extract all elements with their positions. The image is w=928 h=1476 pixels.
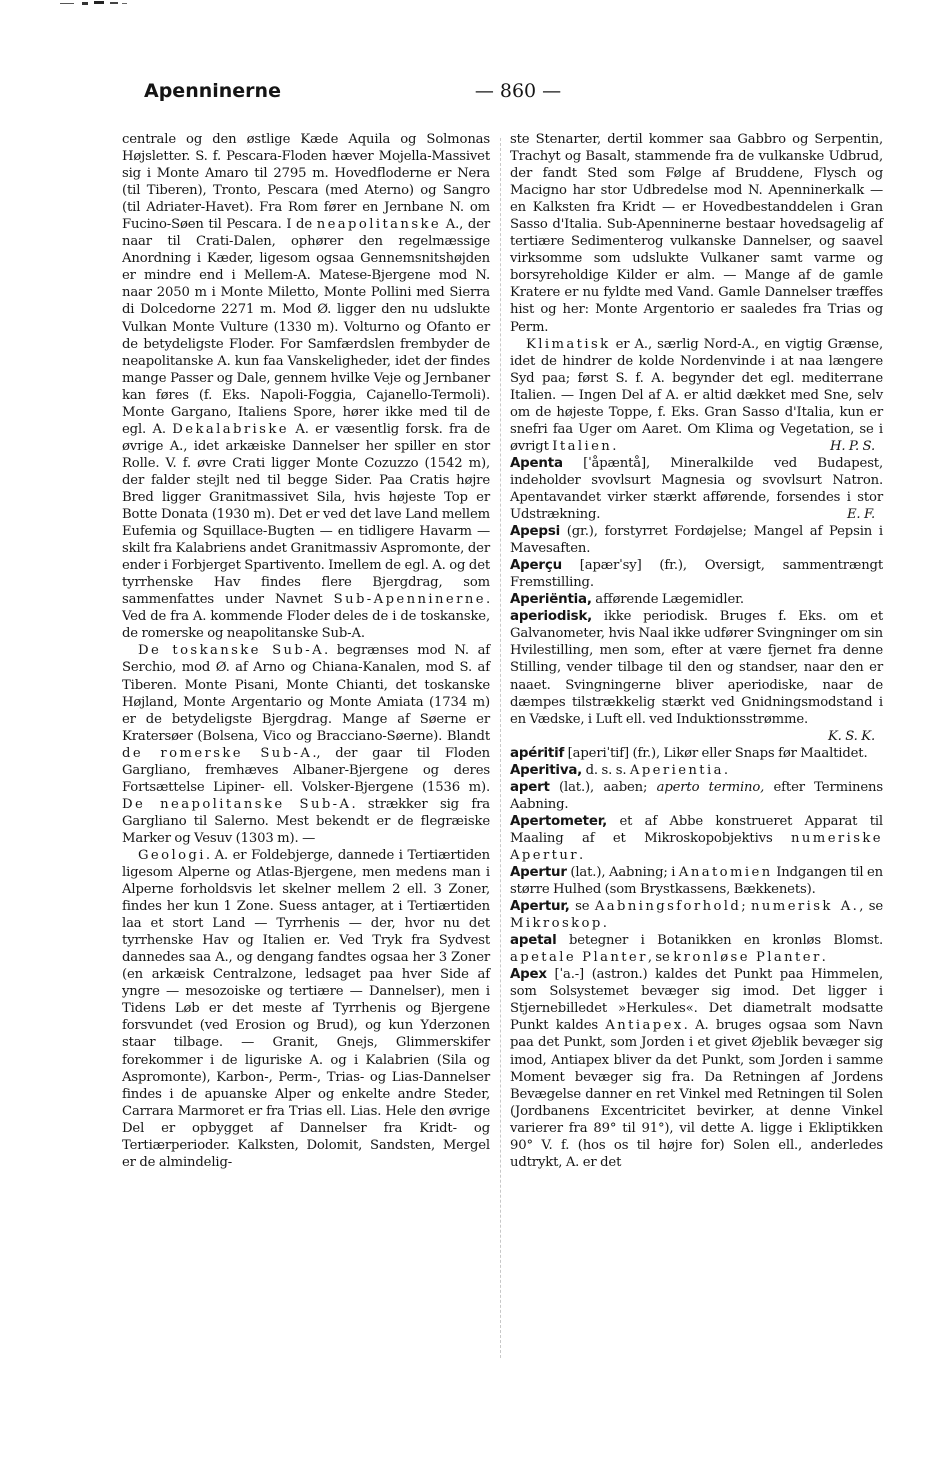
text-run: . Ved de fra A. kommende Floder deles de i de toskanske, de romerske og neapolitanske Sub-A. xyxy=(122,592,490,642)
paragraph-geology xyxy=(122,847,490,1171)
definition: [ˈåpæntå], Mineralkilde ved Budapest, indeholder svovlsurt Magnesia og svovlsurt Natron. Apentavandet virker stærkt afførende, forsendes i stor Udstrækning. xyxy=(510,455,883,523)
headword: Apertur xyxy=(510,865,567,881)
running-title: Apenninerne xyxy=(144,80,281,102)
definition: , se xyxy=(859,899,883,915)
cross-reference: Antiapex xyxy=(605,1018,684,1034)
spaced-term: Dekalabriske xyxy=(172,421,289,437)
spaced-term: Geologi xyxy=(138,847,206,863)
spaced-term: De toskanske Sub-A xyxy=(138,643,325,659)
headword: apert xyxy=(510,779,550,795)
cross-reference: numerisk A. xyxy=(751,899,860,915)
column-divider xyxy=(500,138,501,1358)
cross-reference: apetale Planter xyxy=(510,950,648,966)
author-signature: K. S. K. xyxy=(827,728,875,744)
entry-apepsi xyxy=(510,523,883,557)
paragraph-climate xyxy=(510,336,883,455)
headword: aperiodisk, xyxy=(510,609,593,625)
headword: apéritif xyxy=(510,745,565,761)
definition: ; xyxy=(741,899,751,915)
definition: (lat.), Aabning; i xyxy=(566,865,679,881)
definition: , se xyxy=(647,950,674,966)
cross-reference: Anatomien xyxy=(678,865,773,881)
entry-aperientia xyxy=(510,591,883,608)
definition: . A. bruges ogsaa som Navn paa det Punkt, som Jorden i et givet Øjeblik bevæger sig imod, Antiapex bliver da det Punkt, som Jorden i samme Moment bevæger sig fra. Da Retningen af Jordens Bevægelse danner en ret Vinkel med Retningen til Solen (Jordbanens Excentricitet bevirker, at denne Vinkel varierer fra 89° til 91°), vil dette A. ligge i Ekliptikken 90° V. f. (hos os til højre for) Solen ell., anderledes udtrykt, A. er det xyxy=(510,1018,883,1170)
cross-reference: Mikroskop xyxy=(510,916,603,932)
spaced-term: Klimatisk xyxy=(526,336,611,352)
text-run: . xyxy=(602,916,607,932)
definition: ikke periodisk. Bruges f. Eks. om et Galvanometer, hvis Naal ikke udfører Svingninger om sin Hvilestilling, men som, efter at være fjernet fra denne Stilling, vender tilbage til den og standser, naar den er naaet. Svingningerne bliver aperiodiske, naar de dæmpes tilstrækkelig stærkt ved Gnidningsmodstand i en Vædske, i Luft ell. ved Induktionsstrømme. xyxy=(510,609,883,727)
author-signature: E. F. xyxy=(846,507,875,523)
entry-apex xyxy=(510,966,883,1171)
entry-aperitif xyxy=(510,745,883,762)
text-run: A. er væsentlig forsk. fra de øvrige A., idet arkæiske Dannelser her spiller en stor Rolle. V. f. øvre Crati ligger Monte Cozuzzo (1542 m), der falder stejlt ned til begge Sider. Paa Cratis højre Bred ligger Granitmassivet Sila, hvis højeste Top er Botte Donata (1930 m). Det er ved det lave Land mellem Eufemia og Squillace-Bugten — en tidligere Havarm — skilt fra Kalabriens andet Granitmassiv Aspromonte, der ender i Forbjerget Spartivento. Imellem de egl. A. og det tyrrhenske Hav findes flere Bjergdrag, som sammenfattes under Navnet xyxy=(122,421,490,608)
page-number: — 860 — xyxy=(474,80,562,102)
paragraph-sub-apennines xyxy=(122,642,490,847)
entry-apertur-anatomy xyxy=(510,864,883,898)
text-run: . strækker sig fra Gargliano til Salerno. Mest bekendt er de flegræiske Marker og Vesuv (1303 m). — xyxy=(122,796,490,846)
definition: [aperiˈtif] (fr.), Likør eller Snaps før Maaltidet. xyxy=(564,745,868,761)
headword: apetal xyxy=(510,933,557,949)
right-column xyxy=(510,131,883,1171)
entry-apertur-optics xyxy=(510,898,883,932)
headword: Apepsi xyxy=(510,524,560,540)
author-signature: H. P. S. xyxy=(829,438,875,454)
definition: (gr.), forstyrret Fordøjelse; Mangel af Pepsin i Mavesaften. xyxy=(510,524,883,557)
definition: se xyxy=(569,899,595,915)
headword: Aperitiva, xyxy=(510,762,583,778)
spaced-term: De neapolitanske Sub-A xyxy=(122,796,352,812)
entry-apetal xyxy=(510,932,883,966)
definition: afførende Lægemidler. xyxy=(591,592,744,608)
text-run: . xyxy=(612,438,617,454)
spaced-term: Sub-Apenninerne xyxy=(333,592,486,608)
headword: Apertometer, xyxy=(510,813,608,829)
definition: betegner i Botanikken en kronløs Blomst. xyxy=(556,933,883,949)
entry-aperiodisk xyxy=(510,608,883,744)
paragraph-geology-cont: ste Stenarter, dertil kommer saa Gabbro og Serpentin, Trachyt og Basalt, stammende fra de vulkanske Udbrud, der fandt Sted som Følge af Bruddene, Flysch og Macigno har stor Udbredelse mod N. Apenninerkalk — en Kalksten fra Kridt — er Hovedbestanddelen i Gran Sasso d'Italia. Sub-Apenninerne bestaar hovedsagelig af tertiære Sedimenterog vulkanske Dannelser, og saavel virksomme som udslukte Vulkaner samt varme og borsyreholdige Kilder er alm. — Mange af de gamle Kratere er nu fyldte med Vand. Gamle Dannelser træffes hist og her: Monte Argentorio er saaledes fra Trias og Perm. xyxy=(510,132,883,335)
text-run: ., der gaar til Floden Gargliano, fremhæves Albaner-Bjergene og deres Fortsættelse Lipiner- ell. Volsker-Bjergene (1536 m). xyxy=(122,745,490,795)
text-run: er A., særlig Nord-A., en vigtig Grænse, idet de hindrer de kolde Nordenvinde i at naa længere Syd paa; først S. f. A. begynder det egl. mediterrane Italien. — Ingen Del af A. er altid dækket med Sne, selv om de højeste Toppe, f. Eks. Gran Sasso d'Italia, kun er snefri faa Uger om Aaret. Om Klima og Vegetation, se i øvrigt xyxy=(510,336,883,454)
entry-apenta xyxy=(510,455,883,523)
definition: Indgangen til en større Hulhed (som Brystkassens, Bækkenets). xyxy=(510,865,883,898)
italic-phrase: aperto termino, xyxy=(656,779,765,795)
headword: Aperiëntia, xyxy=(510,592,592,608)
paragraph-neapolitan xyxy=(122,131,490,642)
text-run: centrale og den østlige Kæde Aquila og Solmonas Højsletter. S. f. Pescara-Floden hæver Mojella-Massivet sig i Monte Amaro til 2795 m. Hovedfloderne er Nera (til Tiberen), Tronto, Pescara (med Aterno) og Sangro (til Adriater-Havet). Fra Rom fører en Jernbane N. om Fucino-Søen til Pescara. I de xyxy=(122,132,490,233)
text-run: . xyxy=(578,847,584,863)
entry-aperitiva xyxy=(510,762,883,779)
cross-reference: Aperientia xyxy=(629,762,724,778)
definition: efter Terminens Aabning. xyxy=(510,779,883,812)
definition: [ˈa.-] (astron.) kaldes det Punkt paa Himmelen, som Solsystemet bevæger sig imod. Det ligger i Stjernebilledet »Herkules«. Det diametralt modsatte Punkt kaldes xyxy=(510,967,883,1034)
definition: [apærˈsy] (fr.), Oversigt, sammentrængt Fremstilling. xyxy=(510,558,883,591)
text-run: . xyxy=(821,950,826,966)
entry-apercu xyxy=(510,557,883,591)
left-column xyxy=(122,131,490,1171)
text-run: . begrænses mod N. af Serchio, mod Ø. af Arno og Chiana-Kanalen, mod S. af Tiberen. Monte Pisani, Monte Chianti, det toskanske Højland, Monte Argentario og Monte Amiata (1734 m) er de betydeligste Bjergdrag. Mange af Søerne er Kratersøer (Bolsena, Vico og Bracciano-Søerne). Blandt xyxy=(122,643,491,744)
headword: Apenta xyxy=(510,455,563,471)
text-run: . A. er Foldebjerge, dannede i Tertiærtiden ligesom Alperne og Atlas-Bjergene, men medens man i Alperne forholdsvis let skelner mellem 2 ell. 3 Zoner, findes her kun 1 Zone. Suess antager, at i Tertiærtiden laa et stort Land — Tyrrhenis — der, hvor nu det tyrrhenske Hav og Italien er. Ved Tryk fra Sydvest dannedes saa A., og dengang fandtes ogsaa her 3 Zoner (en arkæisk Centralzone, ledsaget paa hver Side af yngre — mesozoiske og tertiære — Dannelser), men i Tidens Løb er det meste af Tyrrhenis og Bjergene forsvundet (ved Erosion og Brud), og kun Yderzonen staar tilbage. — Granit, Gnejs, Glimmerskifer forekommer i de liguriske A. og i Kalabrien (Sila og Aspromonte), Karbon-, Perm-, Trias- og Lias-Dannelser findes i de apuanske Alper og enkelte andre Steder, Carrara Marmoret er fra Trias ell. Lias. Hele den øvrige Del er opbygget af Dannelser fra Kridt- og Tertiærperioder. Kalksten, Dolomit, Sandsten, Mergel er de almindelig- xyxy=(122,847,490,1170)
headword: Apertur, xyxy=(510,899,570,915)
entry-apertometer xyxy=(510,813,883,864)
definition: d. s. s. xyxy=(582,762,630,778)
cross-reference: Aabningsforhold xyxy=(594,899,742,915)
cross-reference: numeriske Apertur xyxy=(510,830,883,863)
text-run: . xyxy=(723,762,728,778)
scan-artifact xyxy=(60,0,150,8)
cross-reference: kronløse Planter xyxy=(673,950,822,966)
headword: Apex xyxy=(510,967,547,983)
text-run: A., der naar til Crati-Dalen, ophører den regelmæssige Anordning i Kæder, ligesom ogsaa Gennemsnitshøjden er mindre end i Mellem-A. Matese-Bjergene mod N. naar 2050 m i Monte Miletto, Monte Pollini med Sierra di Dolcedorne 2271 m. Mod Ø. ligger den nu udslukte Vulkan Monte Vulture (1330 m). Volturno og Ofanto er de betydeligste Floder. For Samfærdslen frembyder de neapolitanske A. kun faa Vanskeligheder, idet der findes mange Passer og Dale, gennem hvilke Veje og Jernbaner kan føres (f. Eks. Napoli-Foggia, Cajanello-Termoli). Monte Gargano, Italiens Spore, hører ikke med til de egl. A. xyxy=(122,217,490,437)
page-header xyxy=(118,80,888,110)
definition: et af Abbe konstrueret Apparat til Maaling af et Mikroskopobjektivs xyxy=(510,813,883,846)
cross-reference: Italien xyxy=(552,438,613,454)
spaced-term: neapolitanske xyxy=(316,217,442,233)
headword: Aperçu xyxy=(510,558,562,574)
spaced-term: de romerske Sub-A xyxy=(122,745,313,761)
definition: (lat.), aaben; xyxy=(549,779,657,795)
entry-apert xyxy=(510,779,883,813)
